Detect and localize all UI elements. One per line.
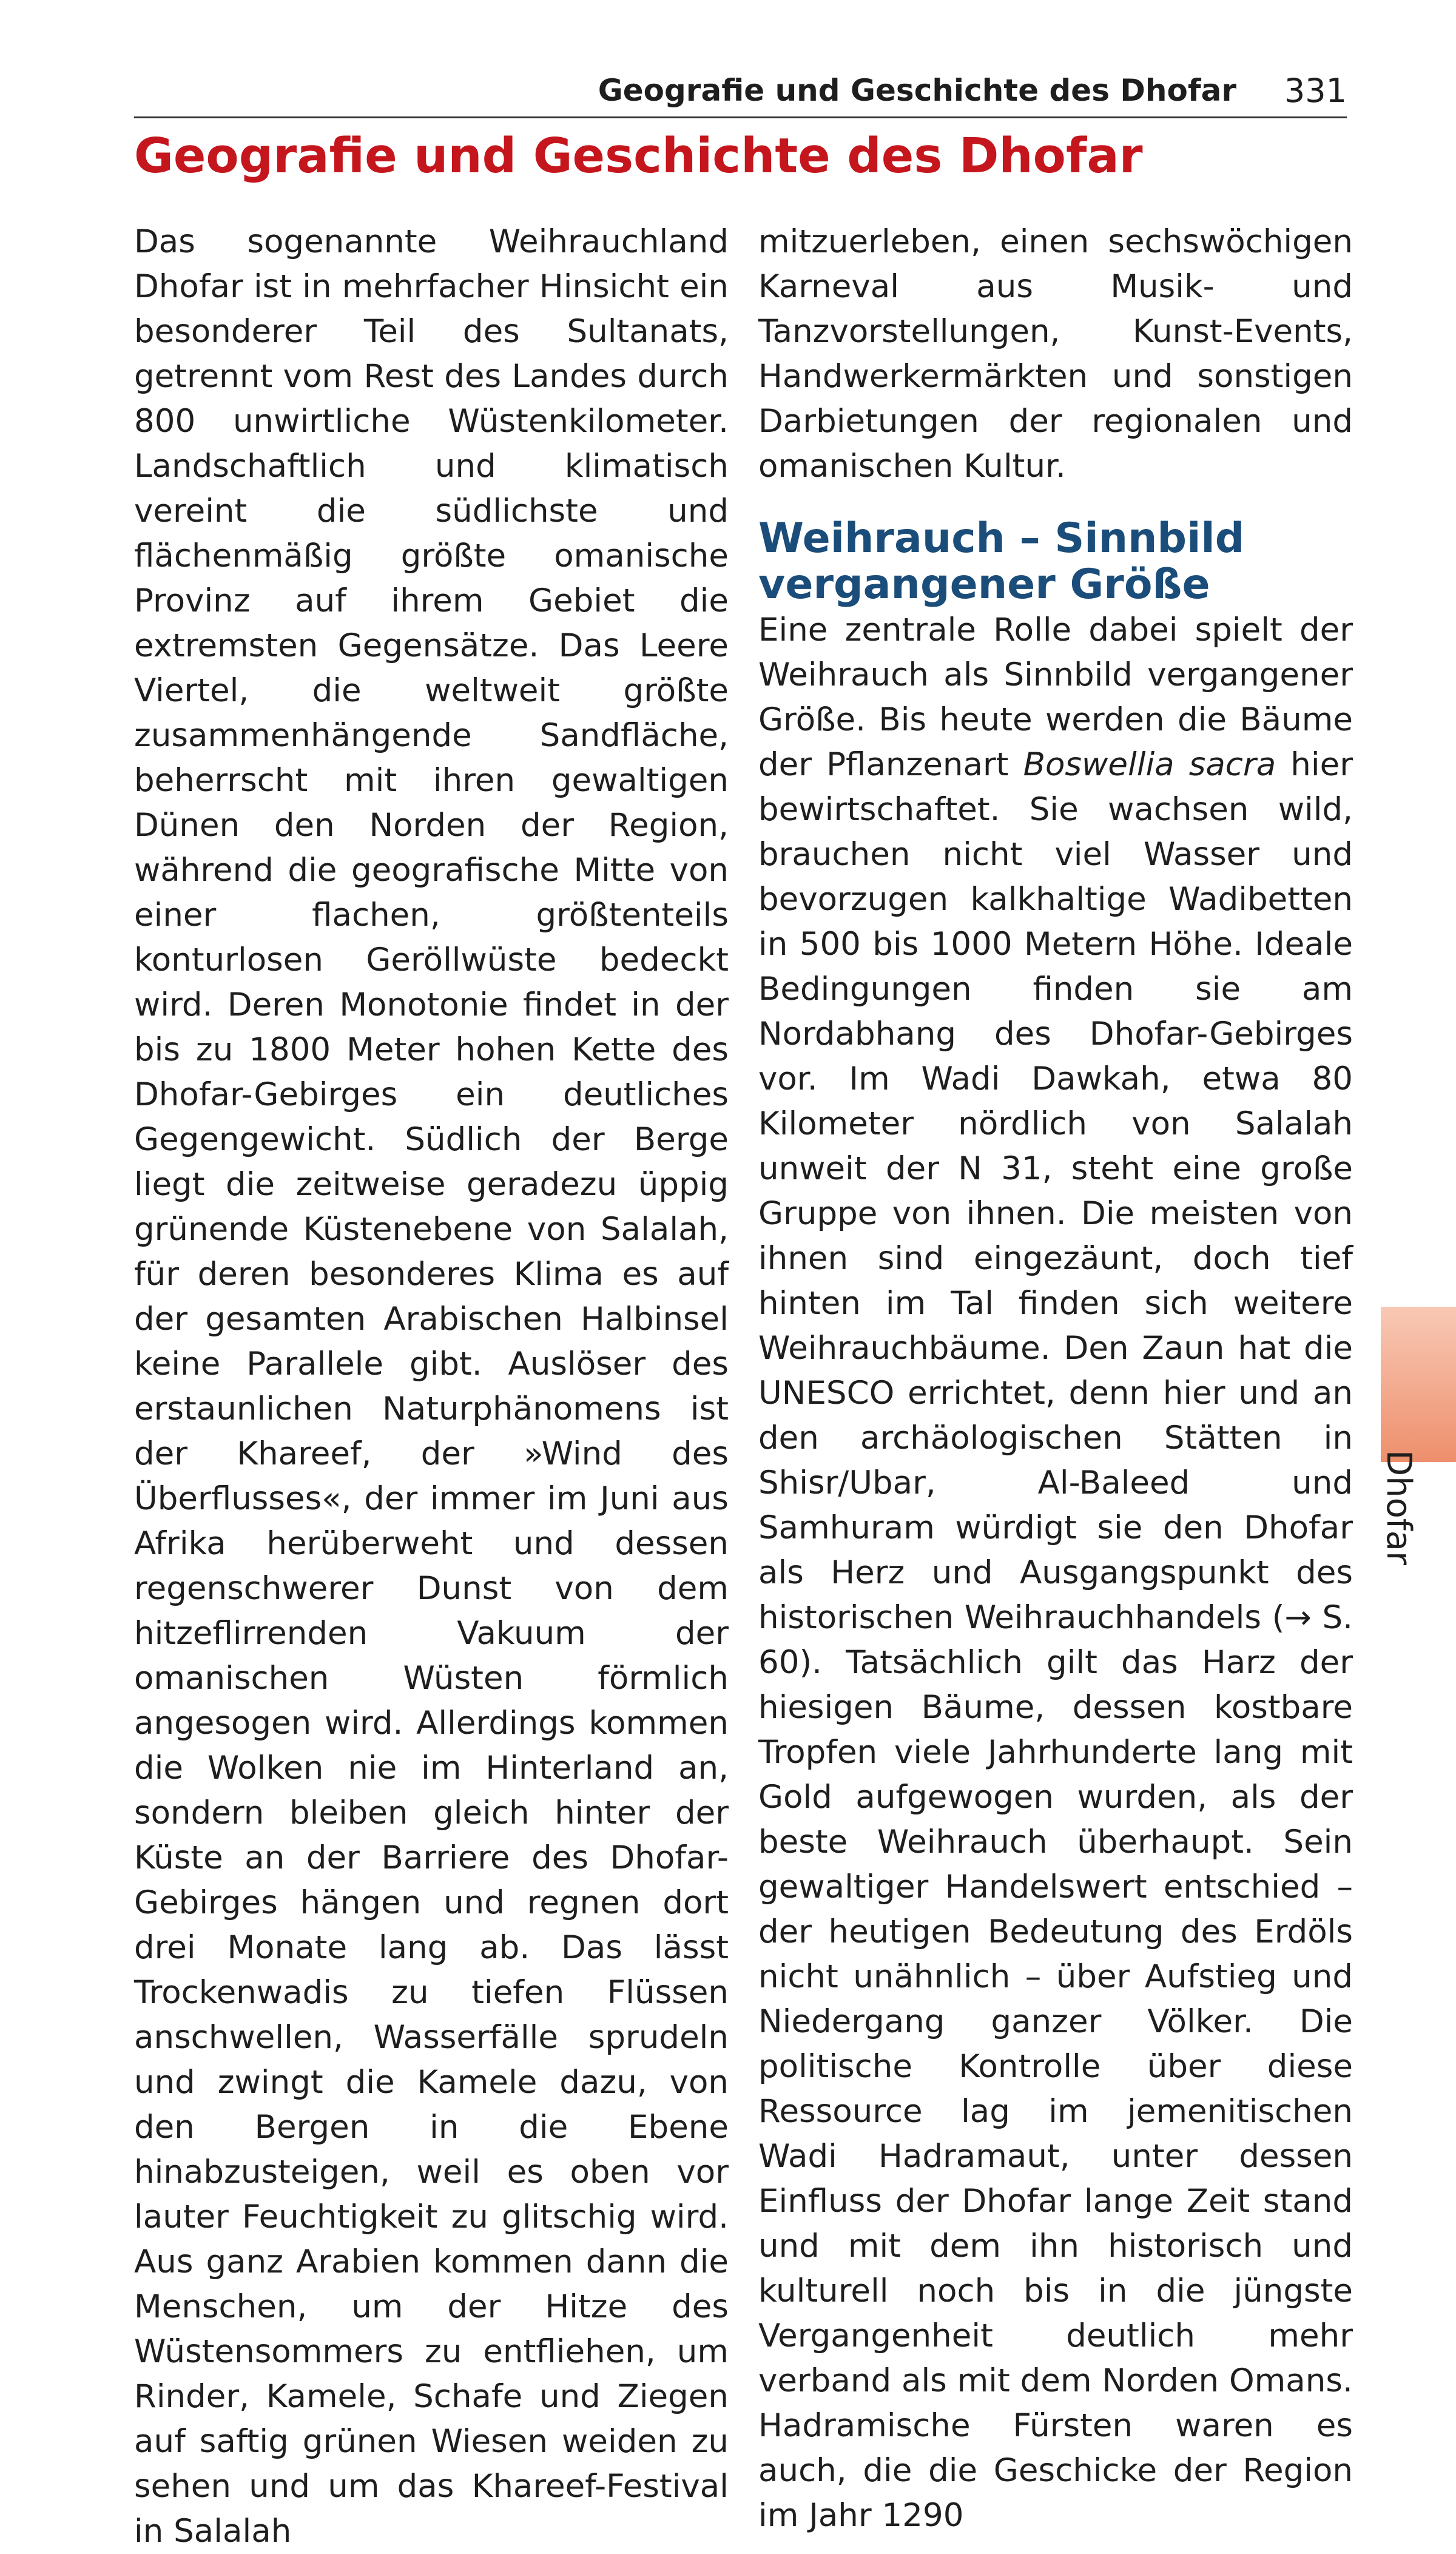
species-name: Boswellia sacra <box>1023 746 1276 783</box>
text-column-right <box>758 220 1353 2538</box>
chapter-title: Geografie und Geschichte des Dhofar <box>134 128 1143 184</box>
text-column-left <box>134 220 729 2554</box>
chapter-thumb-tab <box>1381 1307 1456 1462</box>
paragraph-intro: Das sogenannte Weihrauchland Dhofar ist in mehrfacher Hinsicht ein besonderer Teil des Sultanats, getrennt vom Rest des Landes durch 800 unwirtliche Wüstenkilometer. Landschaftlich und klimatisch vereint die südlichste und flächenmäßig größte omanische Provinz auf ihrem Gebiet die extremsten Gegensätze. Das Leere Viertel, die weltweit größte zusammenhängende Sandfläche, beherrscht mit ihren gewaltigen Dünen den Norden der Region, während die geografische Mitte von einer flachen, größtenteils konturlosen Geröllwüste bedeckt wird. Deren Monotonie findet in der bis zu 1800 Meter hohen Kette des Dhofar-Gebirges ein deutliches Gegengewicht. Südlich der Berge liegt die zeitweise geradezu üppig grünende Küstenebene von Salalah, für deren besonderes Klima es auf der gesamten Arabischen Halbinsel keine Parallele gibt. Auslöser des erstaunlichen Naturphänomens ist der Khareef, der »Wind des Überflusses«, der immer im Juni aus Afrika herüberweht und dessen regenschwerer Dunst von dem hitzeflirrenden Vakuum der omanischen Wüsten förmlich angesogen wird. Allerdings kommen die Wolken nie im Hinterland an, sondern bleiben gleich hinter der Küste an der Barriere des Dhofar-Gebirges hängen und regnen dort drei Monate lang ab. Das lässt Trockenwadis zu tiefen Flüssen anschwellen, Wasserfälle sprudeln und zwingt die Kamele dazu, von den Bergen in die Ebene hinabzusteigen, weil es oben vor lauter Feuchtigkeit zu glitschig wird. Aus ganz Arabien kommen dann die Menschen, um der Hitze des Wüstensommers zu entfliehen, um Rinder, Kamele, Schafe und Ziegen auf saftig grünen Wiesen weiden zu sehen und um das Khareef-Festival in Salalah <box>134 223 729 2550</box>
frankincense-text-end: hier bewirtschaftet. Sie wachsen wild, brauchen nicht viel Wasser und bevorzugen kalkhaltige Wadibetten in 500 bis 1000 Metern Höhe. Ideale Bedingungen finden sie am Nordabhang des Dhofar-Gebirges vor. Im Wadi Dawkah, etwa 80 Kilometer nördlich von Salalah unweit der N 31, steht eine große Gruppe von ihnen. Die meisten von ihnen sind eingezäunt, doch tief hinten im Tal finden sich weitere Weihrauchbäume. Den Zaun hat die UNESCO errichtet, denn hier und an den archäologischen Stätten in Shisr/Ubar, Al-Baleed und Samhuram würdigt sie den Dhofar als Herz und Ausgangspunkt des historischen Weihrauchhandels (→ S. 60). Tatsächlich gilt das Harz der hiesigen Bäume, dessen kostbare Tropfen viele Jahrhunderte lang mit Gold aufgewogen wurden, als der beste Weihrauch überhaupt. Sein gewaltiger Handelswert entschied – der heutigen Bedeutung des Erdöls nicht unähnlich – über Aufstieg und Niedergang ganzer Völker. Die politische Kontrolle über diese Ressource lag im jemenitischen Wadi Hadramaut, unter dessen Einfluss der Dhofar lange Zeit stand und mit dem ihn historisch und kulturell noch bis in die jüngste Vergangenheit deutlich mehr verband als mit dem Norden Omans. <box>758 746 1353 2399</box>
page-number: 331 <box>1284 72 1347 110</box>
running-title: Geografie und Geschichte des Dhofar <box>598 73 1236 108</box>
chapter-side-label: Dhofar <box>1379 1450 1418 1565</box>
paragraph-hadramis: Hadramische Fürsten waren es auch, die die Geschicke der Region im Jahr 1290 <box>758 2407 1353 2534</box>
frankincense-text-start: Eine zentrale Rolle dabei spielt der Weihrauch als Sinnbild vergangener Größe. Bis heute werden die Bäume der Pflanzenart <box>758 612 1353 783</box>
running-header <box>134 68 1347 118</box>
paragraph-continuation: mitzuerleben, einen sechswöchigen Karneval aus Musik- und Tanzvorstellungen, Kunst-Events, Handwerkermärkten und sonstigen Darbietungen der regionalen und omanischen Kultur. <box>758 223 1353 485</box>
paragraph-frankincense <box>758 608 1353 2404</box>
section-heading: Weihrauch – Sinnbild vergangener Größe <box>758 514 1245 608</box>
